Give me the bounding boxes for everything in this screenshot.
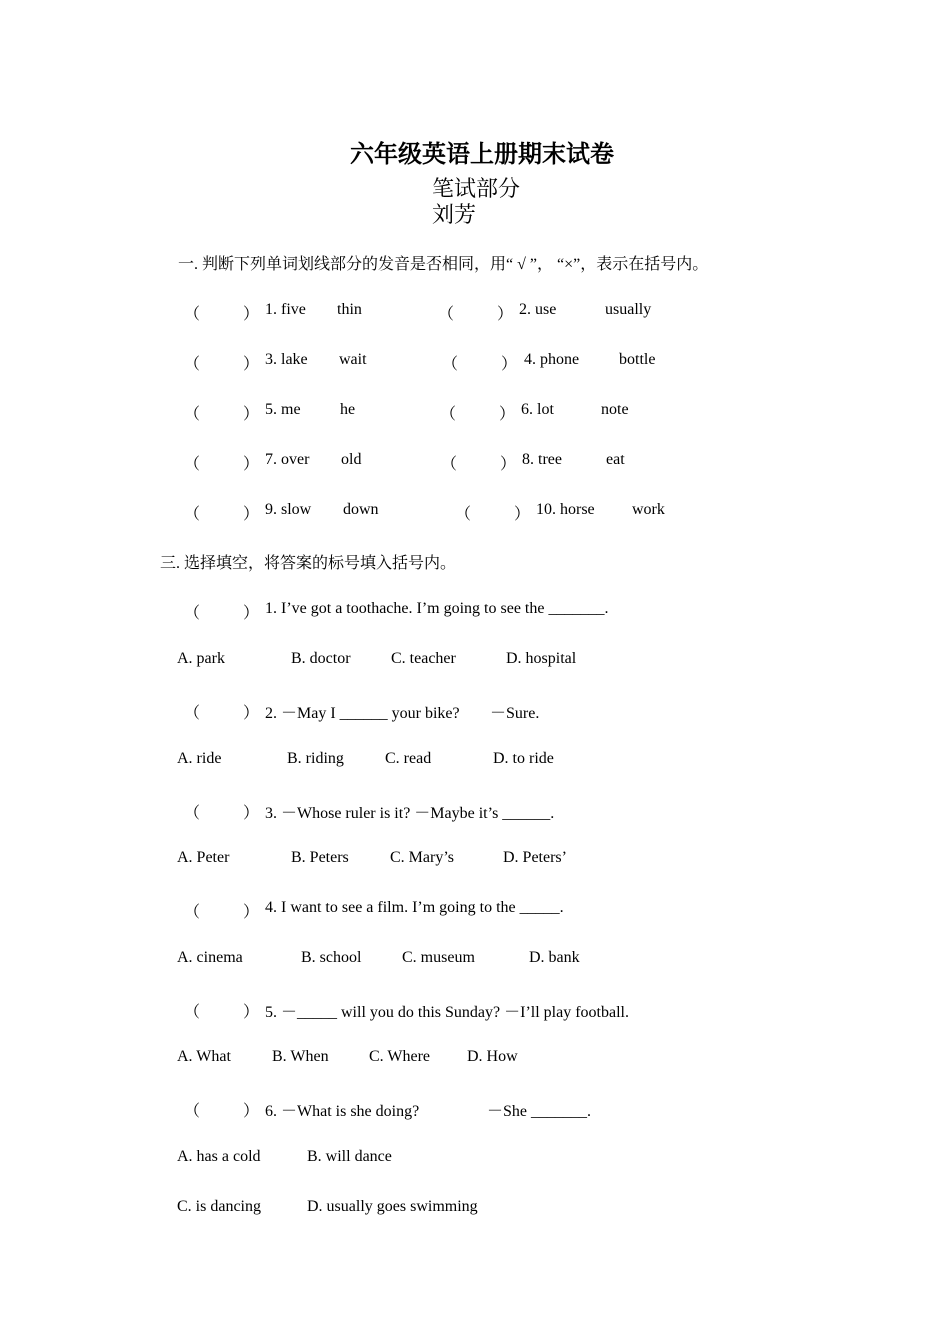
item-number-word: 3. lake (265, 351, 308, 368)
page-subtitle: 笔试部分 (432, 176, 521, 201)
item-number-word: 10. horse (536, 501, 595, 518)
item-compare-word: usually (605, 301, 652, 318)
option-d: D. hospital (506, 650, 577, 667)
option-d: D. usually goes swimming (307, 1198, 478, 1215)
question-reply: －She _______. (487, 1103, 592, 1120)
option-b: B. When (272, 1048, 329, 1065)
answer-bracket-close: ） (243, 356, 260, 373)
option-b: B. riding (287, 750, 344, 767)
answer-bracket-open[interactable]: （ (184, 506, 201, 523)
option-c: C. is dancing (177, 1198, 261, 1215)
item-compare-word: down (343, 501, 379, 518)
answer-bracket-close: ） (243, 1004, 260, 1021)
answer-bracket-close: ） (243, 1103, 260, 1120)
option-a: A. has a cold (177, 1148, 261, 1165)
option-b: B. doctor (291, 650, 351, 667)
section3-heading: 三. 选择填空，将答案的标号填入括号内。 (160, 555, 457, 572)
option-b: B. Peters (291, 849, 349, 866)
answer-bracket-open[interactable]: （ (455, 506, 472, 523)
section1-heading: 一. 判断下列单词划线部分的发音是否相同，用“ √ ”， “×”，表示在括号内。 (178, 256, 709, 273)
question-text: 1. I’ve got a toothache. I’m going to see the _______. (265, 600, 609, 617)
answer-bracket-open[interactable]: （ (184, 705, 201, 722)
answer-bracket-close: ） (501, 356, 518, 373)
item-compare-word: thin (337, 301, 362, 318)
item-number-word: 6. lot (521, 401, 554, 418)
answer-bracket-close: ） (243, 904, 260, 921)
option-c: C. Where (369, 1048, 431, 1065)
item-compare-word: wait (339, 351, 367, 368)
item-number-word: 5. me (265, 401, 301, 418)
answer-bracket-open[interactable]: （ (184, 1103, 201, 1120)
answer-bracket-close: ） (497, 306, 514, 323)
option-d: D. Peters’ (503, 849, 567, 866)
option-d: D. to ride (493, 750, 554, 767)
answer-bracket-open[interactable]: （ (184, 1004, 201, 1021)
answer-bracket-close: ） (243, 406, 260, 423)
answer-bracket-close: ） (243, 705, 260, 722)
author-name: 刘芳 (432, 202, 477, 227)
answer-bracket-close: ） (243, 506, 260, 523)
answer-bracket-open[interactable]: （ (442, 356, 459, 373)
option-c: C. read (385, 750, 432, 767)
answer-bracket-close: ） (514, 506, 531, 523)
item-number-word: 2. use (519, 301, 557, 318)
item-compare-word: note (601, 401, 629, 418)
answer-bracket-open[interactable]: （ (438, 306, 455, 323)
option-c: C. museum (402, 949, 475, 966)
option-b: B. school (301, 949, 362, 966)
question-text: 3. －Whose ruler is it? －Maybe it’s ______. (265, 805, 555, 822)
item-number-word: 7. over (265, 451, 310, 468)
answer-bracket-open[interactable]: （ (440, 406, 457, 423)
answer-bracket-close: ） (500, 456, 517, 473)
answer-bracket-open[interactable]: （ (184, 805, 201, 822)
answer-bracket-open[interactable]: （ (184, 605, 201, 622)
item-number-word: 1. five (265, 301, 306, 318)
option-a: A. cinema (177, 949, 243, 966)
item-compare-word: eat (606, 451, 625, 468)
option-d: D. How (467, 1048, 518, 1065)
answer-bracket-close: ） (243, 805, 260, 822)
option-b: B. will dance (307, 1148, 392, 1165)
option-a: A. Peter (177, 849, 230, 866)
option-a: A. What (177, 1048, 231, 1065)
item-number-word: 8. tree (522, 451, 562, 468)
question-text: 4. I want to see a film. I’m going to the _____. (265, 899, 564, 916)
question-text: 6. －What is she doing? (265, 1103, 420, 1120)
answer-bracket-close: ） (243, 456, 260, 473)
item-compare-word: work (632, 501, 665, 518)
item-compare-word: he (340, 401, 356, 418)
question-reply: －Sure. (490, 705, 540, 722)
item-number-word: 4. phone (524, 351, 580, 368)
option-c: C. teacher (391, 650, 456, 667)
answer-bracket-open[interactable]: （ (184, 456, 201, 473)
option-a: A. ride (177, 750, 222, 767)
answer-bracket-close: ） (243, 306, 260, 323)
answer-bracket-close: ） (243, 605, 260, 622)
item-number-word: 9. slow (265, 501, 312, 518)
answer-bracket-open[interactable]: （ (184, 356, 201, 373)
answer-bracket-open[interactable]: （ (441, 456, 458, 473)
page-title: 六年级英语上册期末试卷 (350, 142, 614, 168)
answer-bracket-open[interactable]: （ (184, 306, 201, 323)
option-a: A. park (177, 650, 225, 667)
option-d: D. bank (529, 949, 580, 966)
answer-bracket-open[interactable]: （ (184, 904, 201, 921)
answer-bracket-close: ） (499, 406, 516, 423)
option-c: C. Mary’s (390, 849, 454, 866)
question-text: 5. －_____ will you do this Sunday? －I’ll play football. (265, 1004, 629, 1021)
item-compare-word: bottle (619, 351, 656, 368)
question-text: 2. －May I ______ your bike? (265, 705, 460, 722)
item-compare-word: old (341, 451, 362, 468)
answer-bracket-open[interactable]: （ (184, 406, 201, 423)
